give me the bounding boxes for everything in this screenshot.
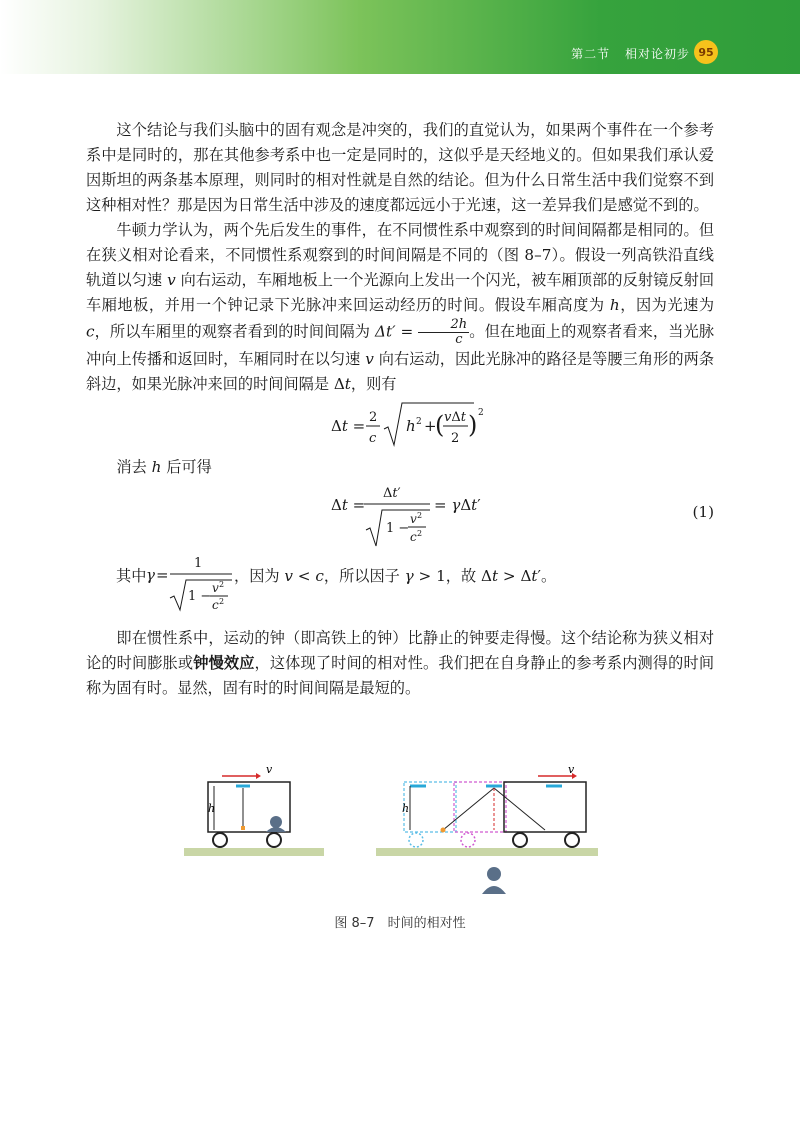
page-number-badge: 95 <box>694 40 718 64</box>
paragraph-3: 即在惯性系中，运动的钟（即高铁上的钟）比静止的钟要走得慢。这个结论称为狭义相对论的时间膨胀或钟慢效应，这体现了时间的相对性。我们把在自身静止的参考系内测得的时间称为固有时。显然，固有时的时间间隔是最短的。 <box>86 629 715 697</box>
ground-right <box>376 848 598 856</box>
svg-text:Δt =: Δt = <box>331 417 366 435</box>
h-label-right: h <box>402 802 410 815</box>
svg-text:1: 1 <box>194 556 203 571</box>
svg-text:c: c <box>410 530 417 544</box>
section-title: 相对论初步 <box>624 47 690 61</box>
figure-caption: 图 8–7 时间的相对性 <box>334 916 466 931</box>
svg-text:c: c <box>212 598 219 612</box>
velocity-arrowhead-left <box>256 773 261 779</box>
equation-number: (1) <box>692 503 714 521</box>
figure-right-scene <box>376 763 598 894</box>
svg-text:= γΔt′: = γΔt′ <box>434 496 481 514</box>
svg-text:v: v <box>212 581 219 595</box>
svg-text:1 −: 1 − <box>188 589 212 604</box>
light-source-left <box>241 826 245 830</box>
wheel-left-1 <box>213 833 227 847</box>
train-car-past-2 <box>454 782 506 832</box>
light-path-down <box>494 788 545 830</box>
h-label-left: h <box>208 802 216 815</box>
gamma-definition <box>86 550 714 612</box>
main-content <box>86 118 714 701</box>
svg-text:vΔt: vΔt <box>444 410 466 425</box>
wheel-right-1 <box>513 833 527 847</box>
equation-dt-graphic <box>86 397 714 455</box>
wheel-left-2 <box>267 833 281 847</box>
observer-in-car-body <box>266 827 286 832</box>
v-label-left: v <box>266 763 273 776</box>
wheel-past-1 <box>409 833 423 847</box>
svg-text:2: 2 <box>417 529 423 538</box>
svg-text:=: = <box>156 566 169 584</box>
svg-text:v: v <box>410 512 417 526</box>
equation-dt <box>86 397 714 455</box>
svg-text:2: 2 <box>219 580 225 589</box>
light-source-right <box>441 828 446 833</box>
wheel-right-2 <box>565 833 579 847</box>
ground-left <box>184 848 324 856</box>
bold-term: 钟慢效应 <box>193 654 255 672</box>
svg-text:1 −: 1 − <box>386 521 410 536</box>
svg-text:+: + <box>424 417 437 435</box>
paragraph-2: 牛顿力学认为，两个先后发生的事件，在不同惯性系中观察到的时间间隔都是相同的。但在狭义相对论看来，不同惯性系观察到的时间间隔是不同的（图 8–7）。假设一列高铁沿直线轨道以匀速 v 向右运动，车厢地板上一个光源向上发出一个闪光，被车厢顶部的反射镜反射回车厢地板，并用一个钟记录下光脉冲来回运动经历的时间。假设车厢高度为 h，因为光速为 c，所以车厢里的观察者看到的时间间隔为 Δt′ = $\frac{2h}{c}$ 。但在地面上的观察者看来，当光脉冲向上传播和返回时，车厢同时在以匀速 v 向右运动，因此光脉冲的路径是等腰三角形的两条斜边，如果光脉冲来回的时间间隔是 Δt，则有 <box>86 221 715 393</box>
section-label: 第二节 <box>571 47 611 61</box>
svg-text:2: 2 <box>478 408 484 418</box>
equation-time-dilation <box>86 480 714 550</box>
svg-text:2: 2 <box>369 410 378 425</box>
eliminate-line: 消去 h 后可得 <box>116 458 212 476</box>
gamma-intro: 其中 <box>116 567 147 585</box>
svg-text:c: c <box>369 431 377 446</box>
paragraph-1: 这个结论与我们头脑中的固有观念是冲突的，我们的直觉认为，如果两个事件在一个参考系中是同时的，那在其他参考系中也一定是同时的，这似乎是天经地义的。但如果我们承认爱因斯坦的两条基本原理，则同时的相对性就是自然的结论。但为什么日常生活中我们觉察不到这种相对性？那是因为日常生活中涉及的速度都远远小于光速，这一差异我们是感觉不到的。 <box>86 121 714 214</box>
v-label-right: v <box>568 763 575 776</box>
figure-8-7 <box>180 760 600 900</box>
ground-observer-icon <box>487 867 501 881</box>
gamma-conditions: ，因为 v < c，所以因子 γ > 1，故 Δt > Δt′。 <box>234 567 557 585</box>
inline-fraction: $\frac{2h}{c}$ <box>418 318 469 347</box>
equation-time-dilation-graphic <box>86 480 686 550</box>
svg-text:2: 2 <box>219 597 225 606</box>
svg-text:2: 2 <box>417 511 423 520</box>
page-header <box>0 0 800 74</box>
svg-text:(: ( <box>435 411 445 439</box>
svg-text:Δt′: Δt′ <box>383 486 401 501</box>
svg-text:2: 2 <box>451 431 460 446</box>
train-car-past-1 <box>404 782 456 832</box>
wheel-past-2 <box>461 833 475 847</box>
svg-text:2: 2 <box>416 417 422 427</box>
header-text <box>561 45 690 62</box>
inline-dt-prime: Δt′ = <box>375 322 414 341</box>
light-path-up <box>443 788 494 830</box>
svg-text:γ: γ <box>146 566 155 584</box>
svg-text:Δt =: Δt = <box>331 496 366 514</box>
svg-text:): ) <box>468 411 478 439</box>
observer-in-car-icon <box>270 816 282 828</box>
ground-observer-body <box>482 886 506 894</box>
figure-left-scene <box>184 763 324 856</box>
svg-text:h: h <box>406 417 416 435</box>
